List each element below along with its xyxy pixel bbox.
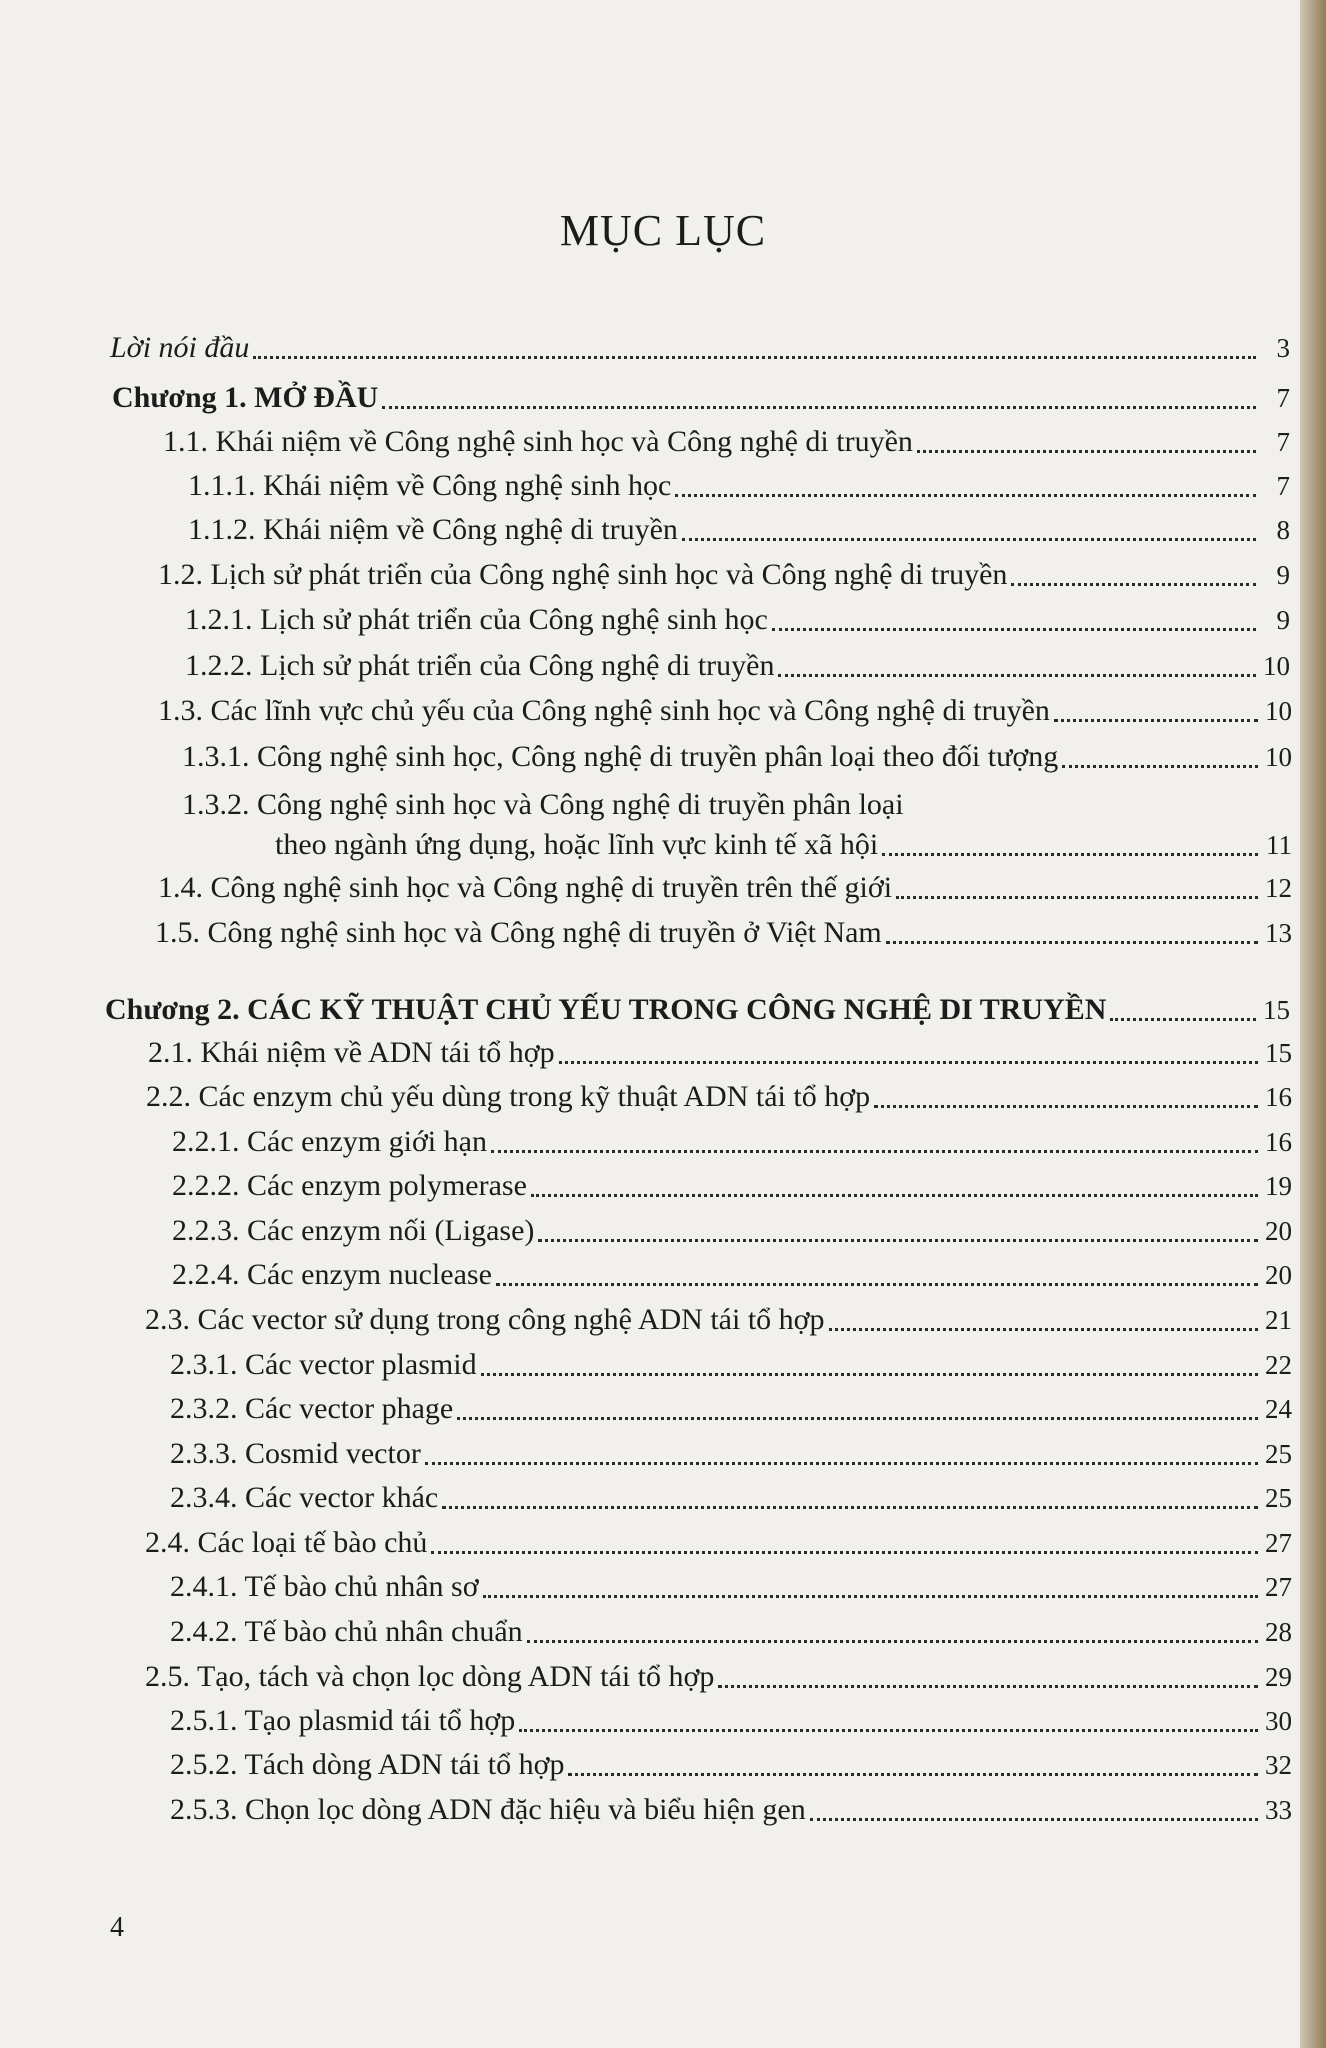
dot-leader — [810, 1818, 1258, 1821]
toc-entry-page: 29 — [1265, 1662, 1292, 1692]
toc-entry-label: 2.3.3. Cosmid vector — [170, 1437, 421, 1470]
toc-entry-page: 3 — [1276, 333, 1290, 363]
toc-entry-label: 1.1.1. Khái niệm về Công nghệ sinh học — [188, 469, 672, 502]
toc-entry-label: 2.2.1. Các enzym giới hạn — [172, 1125, 487, 1158]
toc-entry — [172, 1122, 1292, 1162]
toc-entry-page: 9 — [1276, 560, 1290, 590]
toc-entry-page: 25 — [1265, 1483, 1292, 1513]
toc-entry-label: 1.1. Khái niệm về Công nghệ sinh học và Công nghệ di truyền — [163, 425, 913, 458]
page-edge — [1300, 0, 1326, 2048]
toc-entry-label: 2.3.4. Các vector khác — [170, 1481, 439, 1514]
dot-leader — [778, 674, 1256, 677]
dot-leader — [425, 1462, 1258, 1465]
toc-entry-label: 1.2.2. Lịch sử phát triển của Công nghệ di truyền — [185, 649, 775, 682]
dot-leader — [431, 1551, 1258, 1554]
dot-leader — [896, 896, 1258, 899]
dot-leader — [1110, 1018, 1256, 1021]
toc-entry-page: 32 — [1265, 1750, 1292, 1780]
toc-entry-continuation: theo ngành ứng dụng, hoặc lĩnh vực kinh tế xã hội — [275, 828, 879, 861]
toc-entry-label: Chương 2. CÁC KỸ THUẬT CHỦ YẾU TRONG CÔNG NGHỆ DI TRUYỀN — [105, 993, 1107, 1026]
toc-entry-label: 2.3. Các vector sử dụng trong công nghệ ADN tái tổ hợp — [145, 1303, 825, 1336]
toc-entry — [158, 555, 1290, 595]
toc-entry-label: 1.5. Công nghệ sinh học và Công nghệ di truyền ở Việt Nam — [155, 916, 882, 949]
toc-entry-label: 2.5.1. Tạo plasmid tái tổ hợp — [170, 1704, 516, 1737]
dot-leader — [772, 628, 1256, 631]
toc-entry-label: 2.2.2. Các enzym polymerase — [172, 1169, 527, 1202]
toc-entry-page: 10 — [1265, 742, 1292, 772]
toc-entry — [172, 1255, 1292, 1295]
dot-leader — [568, 1773, 1258, 1776]
toc-entry-label: 2.4.1. Tế bào chủ nhân sơ — [170, 1570, 479, 1603]
toc-entry-page: 27 — [1265, 1572, 1292, 1602]
toc-entry-label: 1.3. Các lĩnh vực chủ yếu của Công nghệ sinh học và Công nghệ di truyền — [158, 694, 1050, 727]
toc-entry — [112, 378, 1290, 418]
toc-entry-page: 24 — [1265, 1394, 1292, 1424]
dot-leader — [682, 538, 1256, 541]
dot-leader — [675, 494, 1256, 497]
toc-entry-page: 11 — [1266, 830, 1292, 860]
toc-entry — [170, 1701, 1292, 1741]
dot-leader — [829, 1328, 1258, 1331]
toc-entry-label: 2.3.2. Các vector phage — [170, 1392, 454, 1425]
toc-entry-page: 19 — [1265, 1171, 1292, 1201]
dot-leader — [1054, 719, 1258, 722]
toc-entry-label: 2.3.1. Các vector plasmid — [170, 1348, 477, 1381]
toc-entry-page: 15 — [1265, 1038, 1292, 1068]
toc-entry — [145, 1657, 1292, 1697]
page-number: 4 — [110, 1912, 124, 1943]
dot-leader — [1062, 765, 1258, 768]
toc-entry-label: 2.2.4. Các enzym nuclease — [172, 1258, 492, 1291]
toc-entry-page: 7 — [1276, 471, 1290, 501]
toc-entry-label: 1.1.2. Khái niệm về Công nghệ di truyền — [188, 513, 678, 546]
dot-leader — [442, 1506, 1258, 1509]
toc-entry-page: 20 — [1265, 1260, 1292, 1290]
toc-entry — [170, 1389, 1292, 1429]
toc-entry-page: 27 — [1265, 1528, 1292, 1558]
toc-entry — [170, 1345, 1292, 1385]
toc-entry — [170, 1612, 1292, 1652]
toc-entry-page: 8 — [1276, 515, 1290, 545]
toc-entry — [158, 868, 1292, 908]
toc-entry-page: 13 — [1265, 918, 1292, 948]
toc-entry-page: 9 — [1276, 605, 1290, 635]
toc-entry-label: 1.2.1. Lịch sử phát triển của Công nghệ sinh học — [185, 603, 768, 636]
toc-entry-label: 2.1. Khái niệm về ADN tái tổ hợp — [148, 1036, 555, 1069]
page-title: MỤC LỤC — [559, 206, 767, 255]
dot-leader — [491, 1150, 1258, 1153]
toc-entry — [145, 1300, 1292, 1340]
toc-entry — [145, 1523, 1292, 1563]
toc-entry-page: 7 — [1276, 383, 1290, 413]
toc-entry — [148, 1033, 1292, 1073]
toc-entry-label: 2.4.2. Tế bào chủ nhân chuẩn — [170, 1615, 523, 1648]
toc-entry-label: 2.4. Các loại tế bào chủ — [145, 1526, 428, 1559]
toc-entry — [275, 825, 1292, 865]
toc-entry — [170, 1478, 1292, 1518]
toc-entry — [188, 466, 1290, 506]
dot-leader — [531, 1194, 1258, 1197]
dot-leader — [917, 450, 1256, 453]
dot-leader — [519, 1729, 1258, 1732]
dot-leader — [382, 406, 1256, 409]
toc-entry — [170, 1790, 1292, 1830]
toc-entry-page: 20 — [1265, 1216, 1292, 1246]
toc-entry-page: 15 — [1263, 995, 1290, 1025]
toc-entry-page: 16 — [1265, 1082, 1292, 1112]
dot-leader — [559, 1061, 1258, 1064]
toc-entry-page: 12 — [1265, 873, 1292, 903]
toc-entry-label: 2.2. Các enzym chủ yếu dùng trong kỹ thuật ADN tái tổ hợp — [146, 1080, 871, 1113]
toc-entry — [163, 422, 1290, 462]
dot-leader — [1011, 583, 1256, 586]
toc-entry — [172, 1166, 1292, 1206]
toc-entry-label: 2.5. Tạo, tách và chọn lọc dòng ADN tái tổ hợp — [145, 1660, 715, 1693]
toc-entry — [182, 737, 1292, 777]
toc-entry-label: 1.2. Lịch sử phát triển của Công nghệ sinh học và Công nghệ di truyền — [158, 558, 1008, 591]
toc-entry — [170, 1567, 1292, 1607]
toc-entry — [170, 1745, 1292, 1785]
toc-entry — [158, 691, 1292, 731]
toc-entry-label: Chương 1. MỞ ĐẦU — [112, 381, 379, 414]
toc-entry-label: 1.4. Công nghệ sinh học và Công nghệ di truyền trên thế giới — [158, 871, 893, 904]
toc-entry-label: 2.5.3. Chọn lọc dòng ADN đặc hiệu và biểu hiện gen — [170, 1793, 806, 1826]
toc-entry — [155, 913, 1292, 953]
dot-leader — [718, 1685, 1258, 1688]
dot-leader — [496, 1283, 1258, 1286]
toc-entry-page: 21 — [1265, 1305, 1292, 1335]
toc-entry-page: 10 — [1263, 651, 1290, 681]
dot-leader — [882, 853, 1258, 856]
dot-leader — [481, 1373, 1258, 1376]
toc-entry-label: Lời nói đầu — [110, 331, 250, 364]
toc-entry-label: 1.3.1. Công nghệ sinh học, Công nghệ di truyền phân loại theo đối tượng — [182, 740, 1059, 773]
dot-leader — [253, 356, 1256, 359]
toc-entry — [146, 1077, 1292, 1117]
toc-entry — [110, 328, 1290, 368]
dot-leader — [886, 941, 1258, 944]
dot-leader — [527, 1640, 1258, 1643]
toc-entry — [172, 1211, 1292, 1251]
toc-entry — [185, 646, 1290, 686]
dot-leader — [874, 1105, 1258, 1108]
toc-entry — [188, 510, 1290, 550]
toc-entry — [170, 1434, 1292, 1474]
toc-entry-page: 30 — [1265, 1706, 1292, 1736]
toc-entry-page: 10 — [1265, 696, 1292, 726]
dot-leader — [538, 1239, 1258, 1242]
toc-entry-page: 22 — [1265, 1350, 1292, 1380]
toc-entry-label: 1.3.2. Công nghệ sinh học và Công nghệ di truyền phân loại — [182, 788, 904, 821]
toc-entry-label: 2.2.3. Các enzym nối (Ligase) — [172, 1214, 535, 1247]
toc-entry-page: 28 — [1265, 1617, 1292, 1647]
toc-entry-page: 7 — [1276, 427, 1290, 457]
toc-entry — [105, 990, 1290, 1030]
toc-entry-page: 33 — [1265, 1795, 1292, 1825]
toc-entry-page: 16 — [1265, 1127, 1292, 1157]
dot-leader — [457, 1417, 1258, 1420]
toc-entry-label: 2.5.2. Tách dòng ADN tái tổ hợp — [170, 1748, 565, 1781]
toc-entry — [185, 600, 1290, 640]
dot-leader — [483, 1595, 1258, 1598]
toc-entry-page: 25 — [1265, 1439, 1292, 1469]
